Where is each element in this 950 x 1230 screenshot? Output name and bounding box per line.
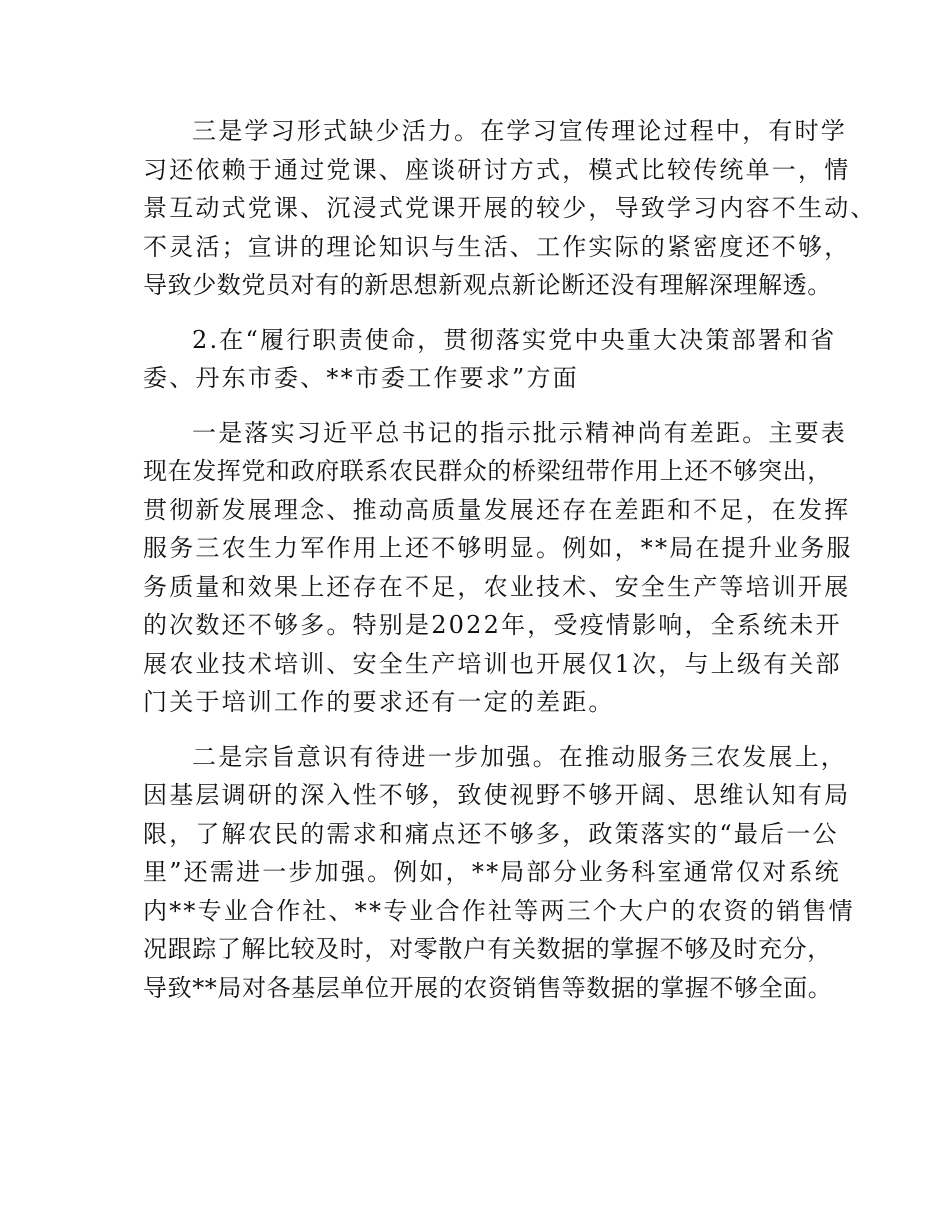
paragraph-line: 不灵活；宣讲的理论知识与生活、工作实际的紧密度还不够，: [143, 232, 851, 261]
heading-line: 2.在“履行职责使命，贯彻落实党中央重大决策部署和省: [192, 325, 837, 354]
paragraph-line: 三是学习形式缺少活力。在学习宣传理论过程中，有时学: [192, 117, 847, 145]
section-heading-2: [143, 321, 837, 398]
paragraph-line: 习还依赖于通过党课、座谈研讨方式，模式比较传统单一，情: [143, 155, 851, 184]
paragraph-line: 展农业技术培训、安全生产培训也开展仅1次，与上级有关部: [143, 649, 842, 678]
paragraph-line: 二是宗旨意识有待进一步加强。在推动服务三农发展上，: [192, 742, 847, 771]
paragraph-learning-form: [143, 112, 877, 305]
paragraph-line: 门关于培训工作的要求还有一定的差距。: [143, 688, 615, 716]
paragraph-line: 导致**局对各基层单位开展的农资销售等数据的掌握不够全面。: [143, 973, 833, 1002]
paragraph-line: 因基层调研的深入性不够，致使视野不够开阔、思维认知有局: [143, 781, 851, 809]
paragraph-line: 贯彻新发展理念、推动高质量发展还存在差距和不足，在发挥: [143, 495, 851, 524]
paragraph-line: 里”还需进一步加强。例如，**局部分业务科室通常仅对系统: [143, 858, 841, 886]
paragraph-instructions-gap: [143, 414, 853, 722]
paragraph-line: 景互动式党课、沉浸式党课开展的较少，导致学习内容不生动、: [143, 194, 877, 222]
paragraph-line: 现在发挥党和政府联系农民群众的桥梁纽带作用上还不够突出，: [143, 457, 832, 485]
paragraph-line: 内**专业合作社、**专业合作社等两三个大户的农资的销售情: [143, 896, 855, 925]
paragraph-purpose-awareness: [143, 738, 855, 1008]
document-body: [143, 112, 877, 1023]
paragraph-line: 务质量和效果上还存在不足，农业技术、安全生产等培训开展: [143, 572, 851, 601]
paragraph-line: 导致少数党员对有的新思想新观点新论断还没有理解深理解透。: [143, 271, 832, 299]
paragraph-line: 况跟踪了解比较及时，对零散户有关数据的掌握不够及时充分，: [143, 935, 832, 963]
paragraph-line: 一是落实习近平总书记的指示批示精神尚有差距。主要表: [192, 418, 847, 447]
paragraph-line: 限，了解农民的需求和痛点还不够多，政策落实的“最后一公: [143, 819, 839, 848]
paragraph-line: 服务三农生力军作用上还不够明显。例如，**局在提升业务服: [143, 534, 853, 562]
heading-line: 委、丹东市委、**市委工作要求”方面: [143, 364, 579, 392]
paragraph-line: 的次数还不够多。特别是2022年，受疫情影响，全系统未开: [143, 611, 842, 639]
